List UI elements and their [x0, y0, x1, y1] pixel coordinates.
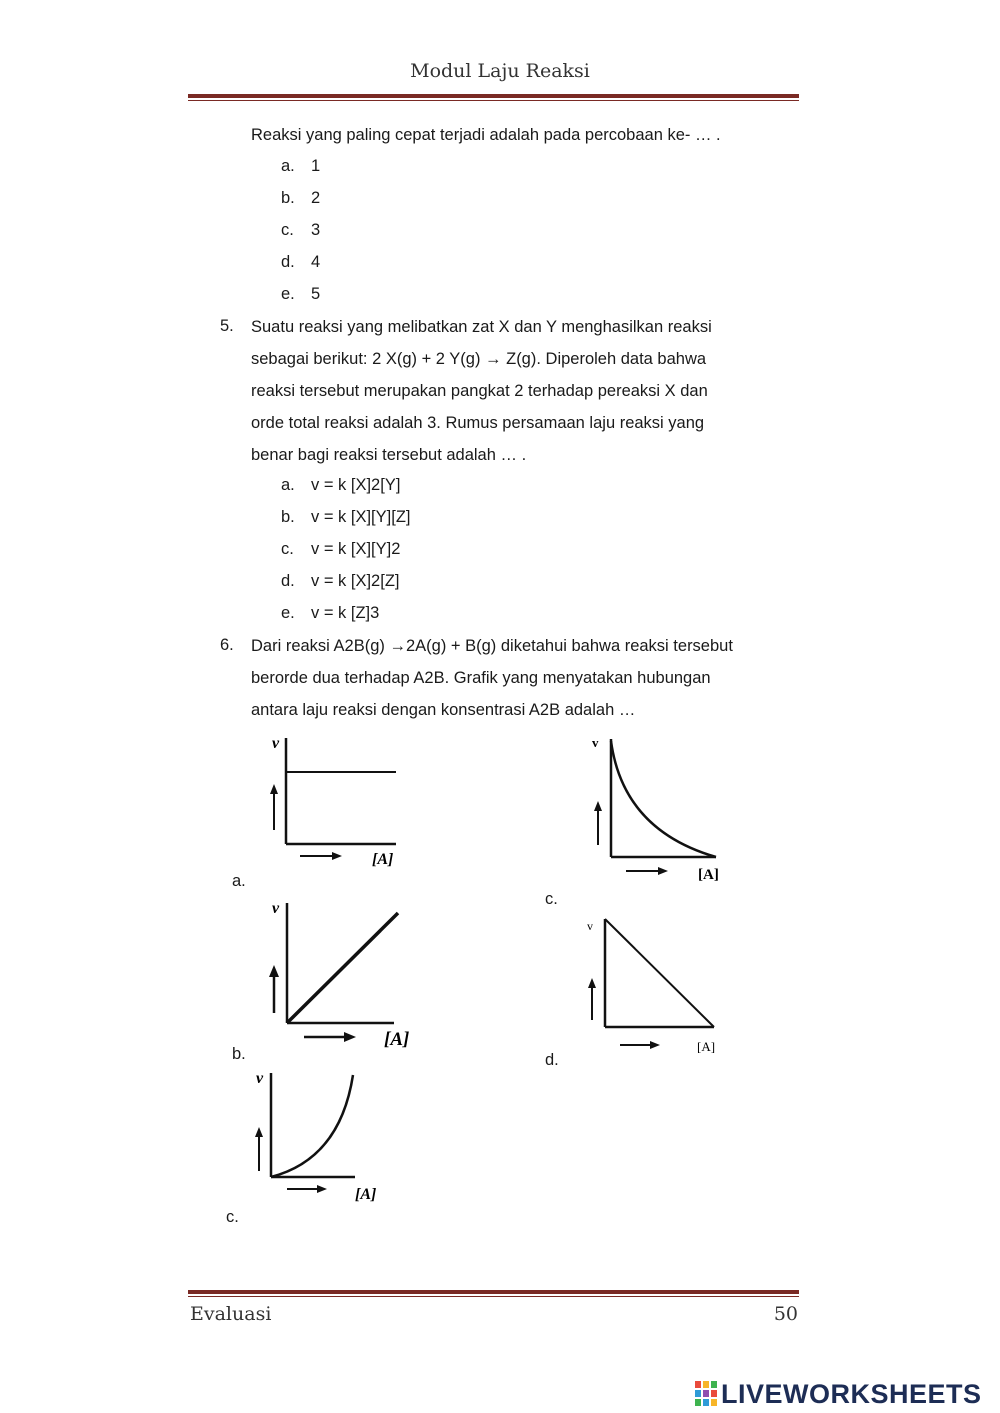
graph-linear-increasing: [262, 897, 417, 1052]
q5-line: sebagai berikut: 2 X(g) + 2 Y(g) → Z(g). Diperoleh data bahwa: [251, 350, 707, 368]
q4-stem: Reaksi yang paling cepat terjadi adalah pada percobaan ke- … .: [251, 126, 721, 144]
q4-option-value: 2: [311, 189, 321, 207]
q5-option-label: e.: [281, 604, 295, 622]
graph-x-label: [A]: [697, 1039, 716, 1054]
graph-y-label: v: [272, 735, 280, 752]
q4-option-value: 3: [311, 221, 321, 239]
q6-line: antara laju reaksi dengan konsentrasi A2B adalah …: [251, 701, 636, 719]
q5-option-label: b.: [281, 508, 295, 526]
graph-label: c.: [545, 890, 558, 908]
arrow-up-icon: [255, 1127, 263, 1137]
graph-y-label: v: [587, 919, 593, 933]
graph-x-label: [A]: [384, 1029, 410, 1050]
q4-option-value: 1: [311, 157, 321, 175]
graph-label: c.: [226, 1208, 239, 1226]
arrow-right-icon: [658, 867, 668, 875]
q6-stem: [251, 630, 797, 726]
graph-linear-decreasing: [582, 916, 722, 1058]
arrow-right-icon: [332, 852, 342, 860]
footer-section: Evaluasi: [190, 1303, 272, 1325]
arrow-up-icon: [588, 978, 596, 988]
q5-line: orde total reaksi adalah 3. Rumus persamaan laju reaksi yang: [251, 414, 705, 432]
graph-curve: [271, 1075, 353, 1177]
arrow-up-icon: [594, 801, 602, 811]
graph-x-label: [A]: [372, 851, 394, 868]
arrow-right-icon: [650, 1041, 660, 1049]
graph-x-label: [A]: [698, 867, 719, 883]
q4-option-label: c.: [281, 221, 294, 239]
q5-option-value: v = k [X]2[Y]: [311, 476, 401, 494]
q5-stem: [251, 311, 797, 471]
q5-option-label: a.: [281, 476, 295, 494]
q6-line: Dari reaksi A2B(g) →2A(g) + B(g) diketahui bahwa reaksi tersebut: [251, 637, 733, 655]
q5-line: Suatu reaksi yang melibatkan zat X dan Y menghasilkan reaksi: [251, 318, 712, 336]
q6-line: berorde dua terhadap A2B. Grafik yang menyatakan hubungan: [251, 669, 711, 687]
q5-line: reaksi tersebut merupakan pangkat 2 terhadap pereaksi X dan: [251, 382, 708, 400]
footer-rule-thin: [188, 1296, 799, 1297]
arrow-up-icon: [270, 784, 278, 794]
graph-y-label: v: [272, 900, 280, 917]
graph-curve: [287, 913, 398, 1023]
graph-increasing-curve: [245, 1067, 385, 1207]
graph-constant: [262, 732, 402, 872]
arrow-right-icon: [317, 1185, 327, 1193]
q4-option-label: d.: [281, 253, 295, 271]
brand-name: LIVEWORKSHEETS: [721, 1378, 982, 1409]
q4-option-label: a.: [281, 157, 295, 175]
q5-number: 5.: [220, 317, 234, 335]
graph-x-label: [A]: [355, 1186, 377, 1203]
q5-line: benar bagi reaksi tersebut adalah … .: [251, 446, 527, 464]
graph-label: d.: [545, 1051, 559, 1069]
q5-option-value: v = k [X]2[Z]: [311, 572, 400, 590]
graph-label: a.: [232, 872, 246, 890]
header-rule-thin: [188, 100, 799, 101]
q5-option-value: v = k [X][Y][Z]: [311, 508, 411, 526]
graph-curve: [605, 919, 714, 1027]
arrow-right-icon: [344, 1032, 356, 1042]
graph-y-label: v: [592, 735, 599, 750]
q4-option-label: e.: [281, 285, 295, 303]
graph-label: b.: [232, 1045, 246, 1063]
page-number: 50: [773, 1303, 798, 1325]
page-header-title: Modul Laju Reaksi: [410, 60, 590, 82]
q4-option-label: b.: [281, 189, 295, 207]
brand-logo: [695, 1378, 982, 1410]
footer-rule-thick: [188, 1290, 799, 1294]
q5-option-value: v = k [Z]3: [311, 604, 380, 622]
q4-option-value: 5: [311, 285, 321, 303]
arrow-up-icon: [269, 965, 279, 977]
header-rule-thick: [188, 94, 799, 98]
graph-y-label: v: [256, 1070, 264, 1087]
q6-number: 6.: [220, 636, 234, 654]
graph-decreasing-curve: [578, 735, 723, 883]
q5-option-label: c.: [281, 540, 294, 558]
q4-option-value: 4: [311, 253, 321, 271]
graph-curve: [611, 741, 716, 857]
liveworksheets-logo-icon: [695, 1381, 717, 1407]
q5-option-label: d.: [281, 572, 295, 590]
q5-option-value: v = k [X][Y]2: [311, 540, 401, 558]
